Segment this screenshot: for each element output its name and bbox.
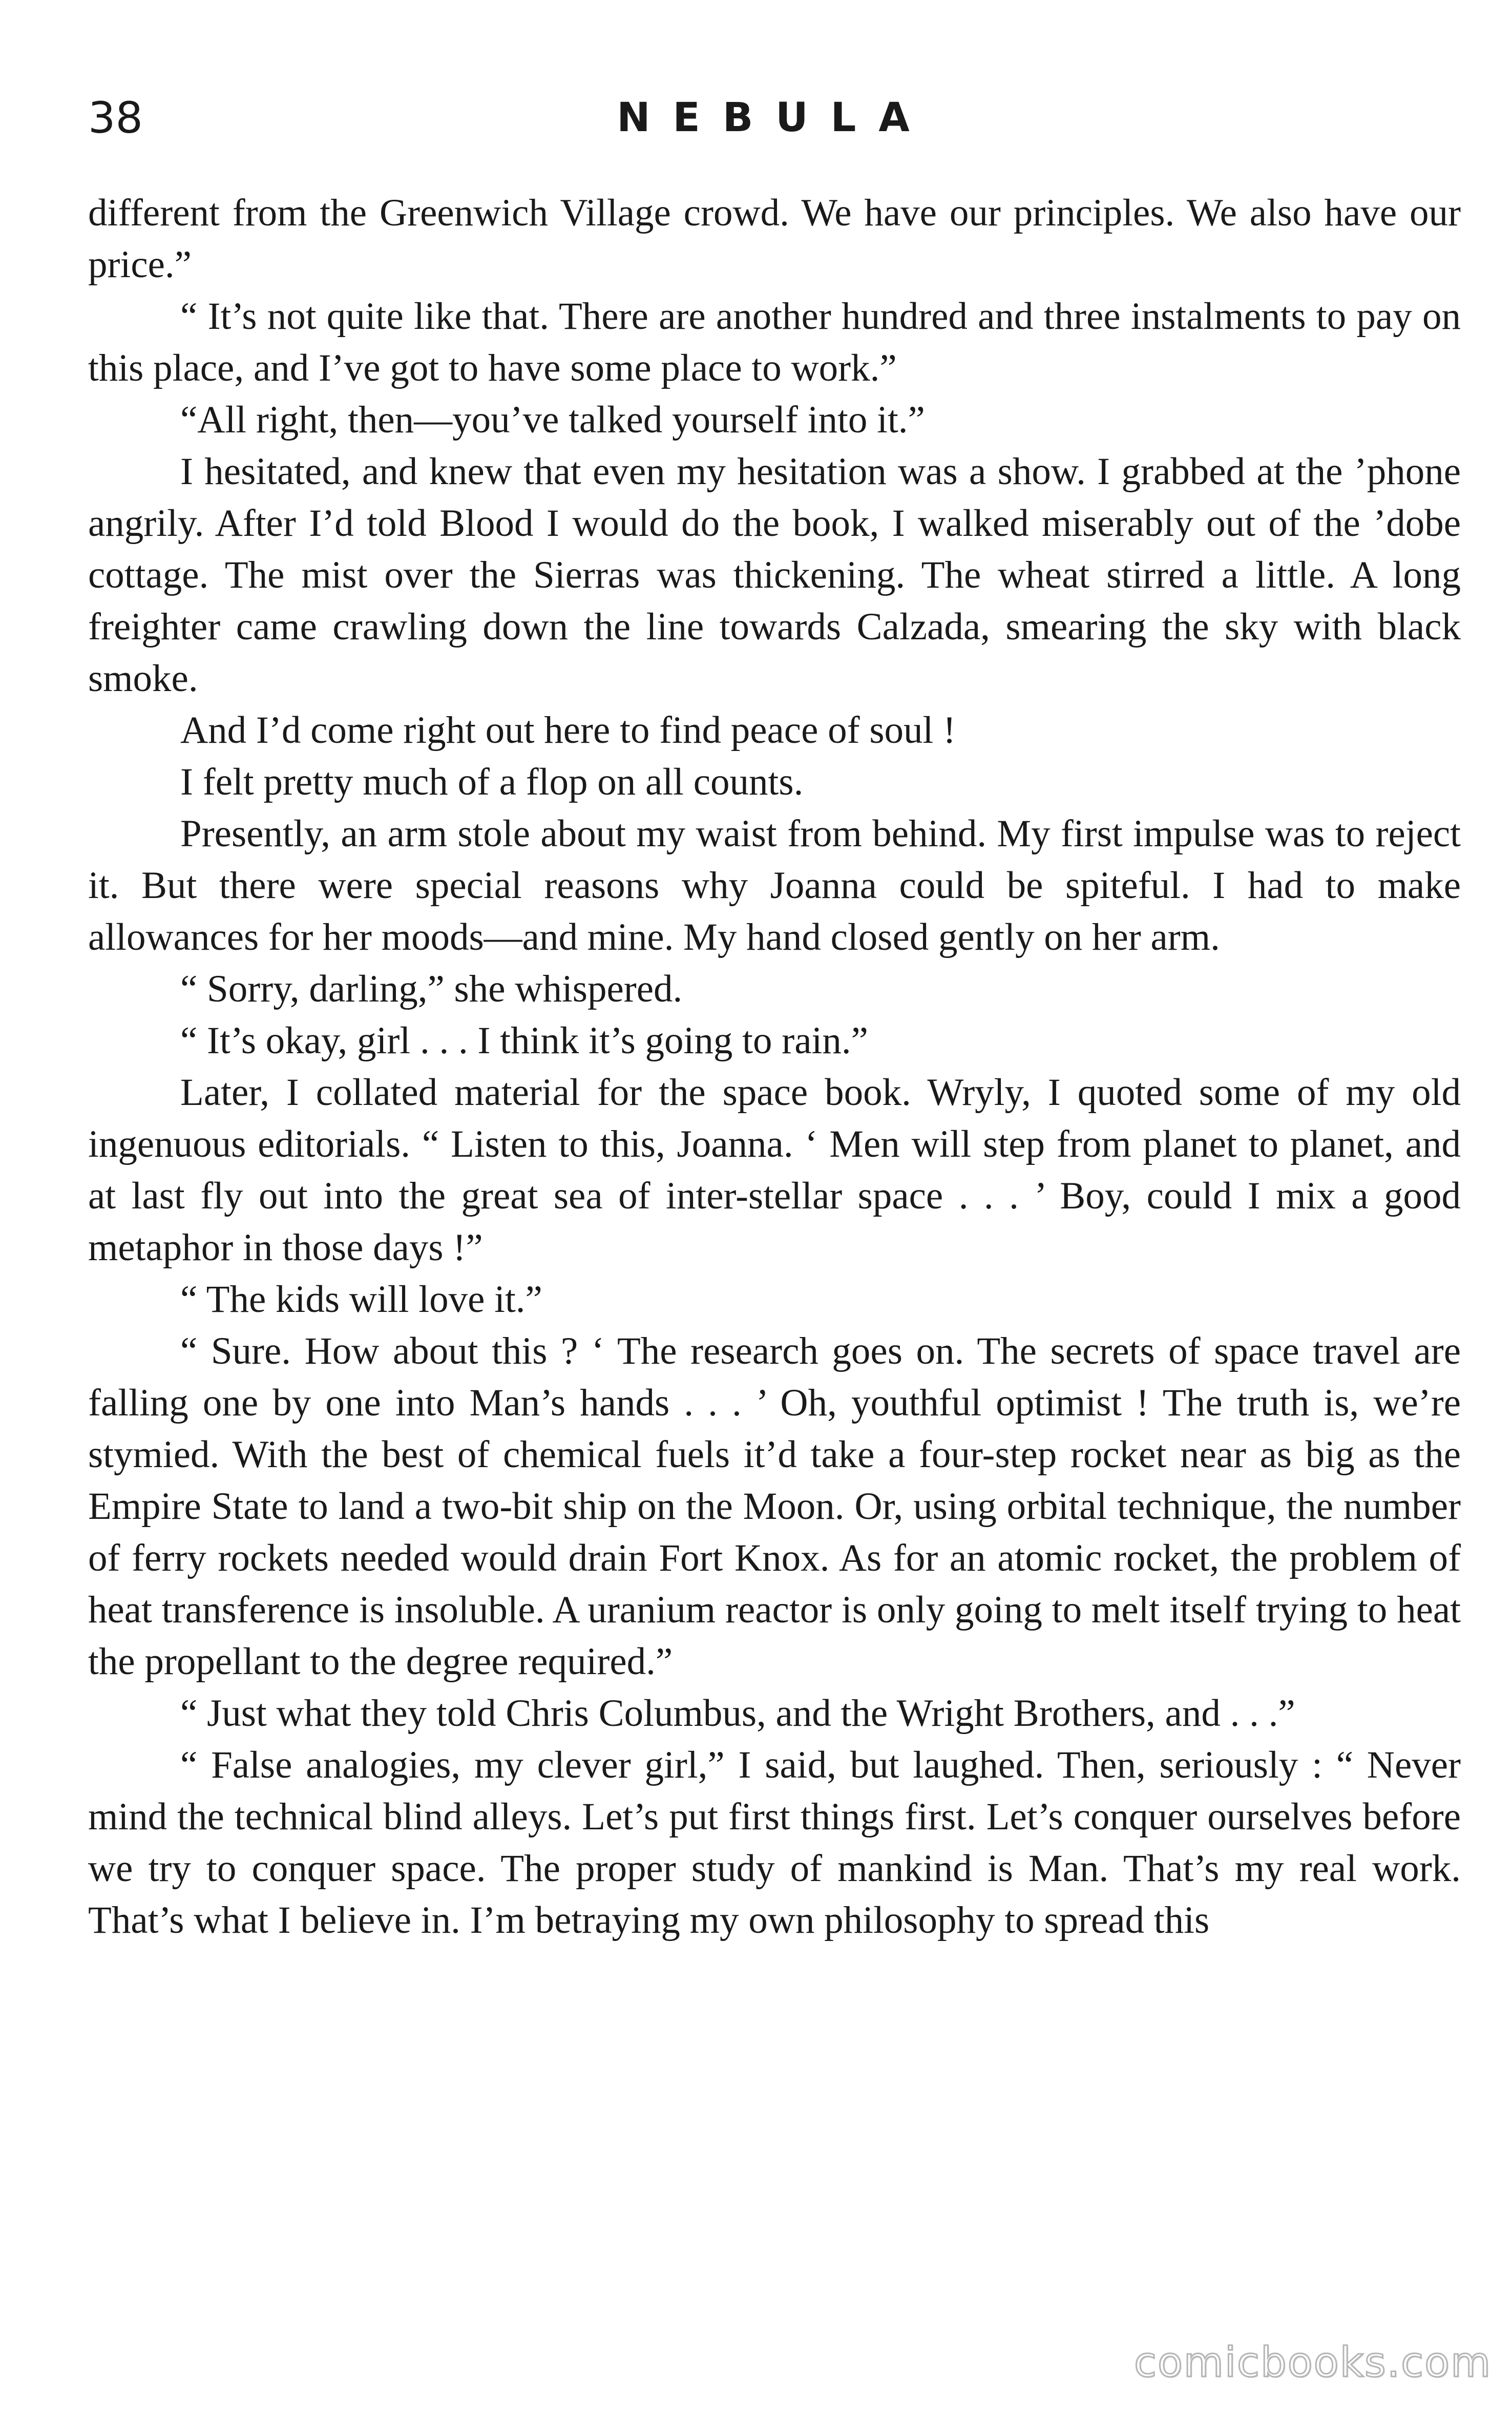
paragraph: “ Sure. How about this ? ‘ The research goes on. The secrets of space travel are falling one by one into Man’s hands . . . ’ Oh, youthful optimist ! The truth is, we’re stymied. With the best of chemical fuels it’d take a four-step rocket near as big as the Empire State to land a two-bit ship on the Moon. Or, using orbital technique, the number of ferry rockets needed would drain Fort Knox. As for an atomic rocket, the problem of heat transference is insoluble. A uranium reactor is only going to melt itself trying to heat the propellant to the degree required.” <box>88 1330 1461 1683</box>
paragraph: Later, I collated material for the space book. Wryly, I quoted some of my old ingenuous editorials. “ Listen to this, Joanna. ‘ Men will step from planet to planet, and at last fly out into the great sea of inter-stellar space . . . ’ Boy, could I mix a good metaphor in those days !” <box>88 1071 1461 1269</box>
paragraph: I felt pretty much of a flop on all counts. <box>180 761 804 803</box>
body-text <box>88 187 1461 1946</box>
paragraph: Presently, an arm stole about my waist from behind. My first impulse was to reject it. But there were special reasons why Joanna could be spiteful. I had to make allowances for her moods—and mine. My hand closed gently on her arm. <box>88 812 1461 958</box>
paragraph: I hesitated, and knew that even my hesitation was a show. I grabbed at the ’phone angrily. After I’d told Blood I would do the book, I walked miserably out of the ’dobe cottage. The mist over the Sierras was thickening. The wheat stirred a little. A long freighter came crawling down the line towards Calzada, smearing the sky with black smoke. <box>88 450 1461 700</box>
paragraph: “All right, then—you’ve talked yourself into it.” <box>180 399 925 441</box>
paragraph: “ The kids will love it.” <box>180 1278 542 1321</box>
watermark: comicbooks.com <box>1133 2339 1492 2386</box>
page-header <box>88 87 1461 149</box>
paragraph: different from the Greenwich Village crowd. We have our principles. We also have our price.” <box>88 192 1461 286</box>
paragraph: “ False analogies, my clever girl,” I said, but laughed. Then, seriously : “ Never mind the technical blind alleys. Let’s put first things first. Let’s conquer ourselves before we try to conquer space. The proper study of mankind is Man. That’s my real work. That’s what I believe in. I’m betraying my own philosophy to spread this <box>88 1744 1461 1941</box>
page-number: 38 <box>88 93 143 143</box>
paragraph: “ Just what they told Chris Columbus, and the Wright Brothers, and . . .” <box>180 1692 1295 1735</box>
paragraph: And I’d come right out here to find peace of soul ! <box>180 709 956 751</box>
paragraph: “ It’s not quite like that. There are another hundred and three instalments to pay on this place, and I’ve got to have some place to work.” <box>88 295 1461 389</box>
paragraph: “ Sorry, darling,” she whispered. <box>180 968 683 1010</box>
running-title: NEBULA <box>617 95 932 141</box>
paragraph: “ It’s okay, girl . . . I think it’s going to rain.” <box>180 1019 868 1062</box>
